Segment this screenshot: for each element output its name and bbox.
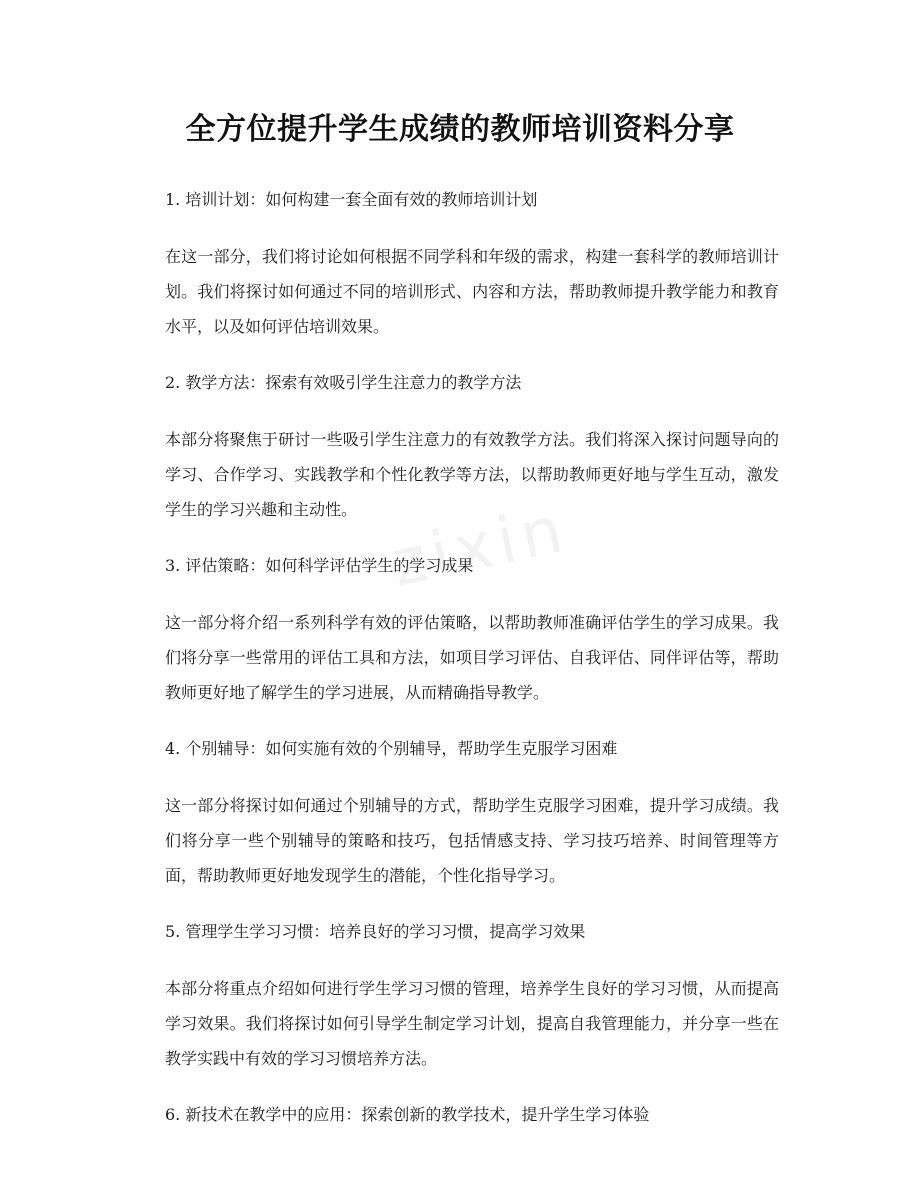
section-1-heading: 1. 培训计划：如何构建一套全面有效的教师培训计划 xyxy=(165,190,538,209)
section-2-heading: 2. 教学方法：探索有效吸引学生注意力的教学方法 xyxy=(165,373,522,392)
document-title: 全方位提升学生成绩的教师培训资料分享 xyxy=(185,112,735,147)
section-1-body: 在这一部分，我们将讨论如何根据不同学科和年级的需求，构建一套科学的教师培训计划。我们将探讨如何通过不同的培训形式、内容和方法，帮助教师提升教学能力和教育水平，以及如何评估培训效果。 xyxy=(165,247,779,336)
watermark: zixin xyxy=(385,492,575,602)
section-3-body: 这一部分将介绍一系列科学有效的评估策略，以帮助教师准确评估学生的学习成果。我们将分享一些常用的评估工具和方法，如项目学习评估、自我评估、同伴评估等，帮助教师更好地了解学生的学习进展，从而精确指导教学。 xyxy=(165,613,779,702)
section-4-body: 这一部分将探讨如何通过个别辅导的方式，帮助学生克服学习困难，提升学习成绩。我们将分享一些个别辅导的策略和技巧，包括情感支持、学习技巧培养、时间管理等方面，帮助教师更好地发现学生的潜能，个性化指导学习。 xyxy=(165,796,779,885)
section-4-heading: 4. 个别辅导：如何实施有效的个别辅导，帮助学生克服学习困难 xyxy=(165,739,618,758)
section-6-heading: 6. 新技术在教学中的应用：探索创新的教学技术，提升学生学习体验 xyxy=(165,1105,650,1124)
section-5-body: 本部分将重点介绍如何进行学生学习习惯的管理，培养学生良好的学习习惯，从而提高学习效果。我们将探讨如何引导学生制定学习计划，提高自我管理能力，并分享一些在教学实践中有效的学习习惯培养方法。 xyxy=(165,979,779,1068)
section-2-body: 本部分将聚焦于研讨一些吸引学生注意力的有效教学方法。我们将深入探讨问题导向的学习、合作学习、实践教学和个性化教学等方法，以帮助教师更好地与学生互动，激发学生的学习兴趣和主动性。 xyxy=(165,430,779,519)
section-5-heading: 5. 管理学生学习习惯：培养良好的学习习惯，提高学习效果 xyxy=(165,922,586,941)
section-3-heading: 3. 评估策略：如何科学评估学生的学习成果 xyxy=(165,556,474,575)
document-body xyxy=(165,184,779,1154)
